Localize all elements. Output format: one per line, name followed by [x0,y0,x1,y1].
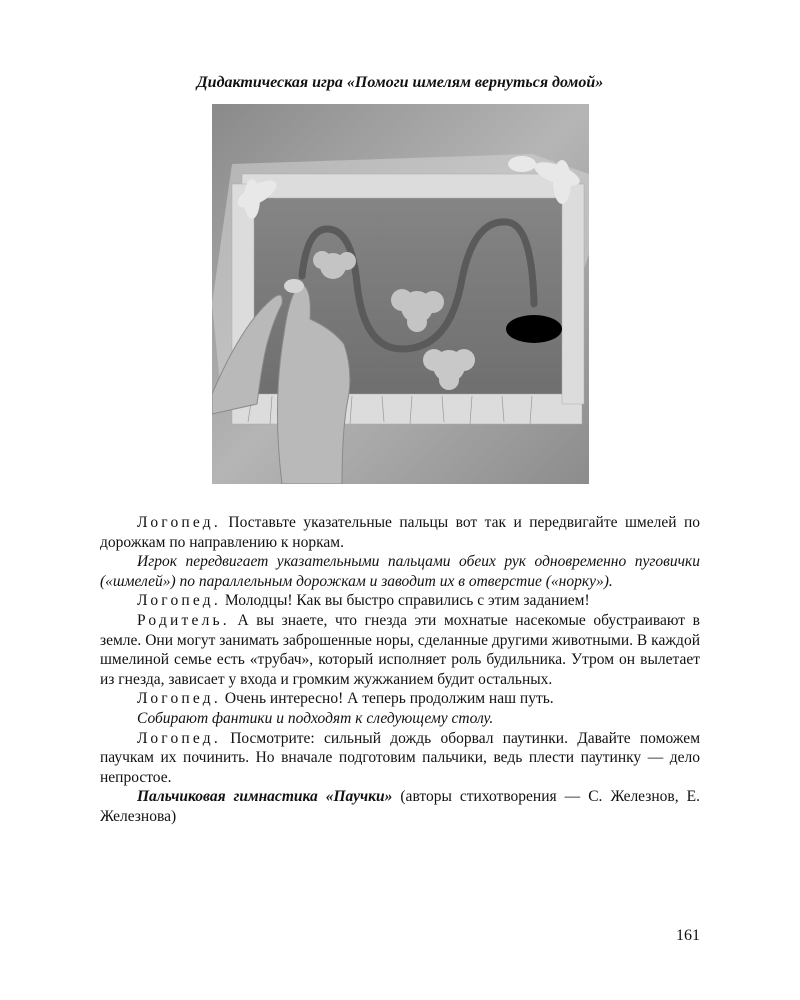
bumblebee-button [284,279,304,293]
speaker-label: Родитель. [137,611,230,629]
paragraph: Пальчиковая гимнастика «Паучки» (авторы стихотворения — С. Железнов, Е. Железнова) [100,788,700,825]
paragraph: Логопед. Поставьте указательные пальцы вот так и передвигайте шмелей по дорожкам по направлению к норкам. [100,514,700,551]
speaker-label: Логопед. [137,729,221,747]
speaker-label: Логопед. [137,592,221,610]
paragraph: Родитель. А вы знаете, что гнезда эти мохнатые насекомые обустраивают в земле. Они могут занимать заброшенные норы, сделанные другими животными. В каждой шмелиной семье есть «трубач», который исполняет роль будильника. Утром он вылетает из гнезда, зависает у входа и громким жужжанием будит остальных. [100,611,700,688]
body-text [100,513,700,827]
stage-direction: Собирают фантики и подходят к следующему столу. [137,709,494,727]
speaker-label: Логопед. [137,514,221,531]
stage-direction: Игрок передвигает указательными пальцами обеих рук одновременно пуговички («шмелей») по параллельным дорожкам и заводит их в отверстие («норку»). [100,553,700,590]
page-number: 161 [676,927,700,944]
paragraph: Логопед. Очень интересно! А теперь продолжим наш путь. [137,690,554,708]
burrow-hole [506,315,562,343]
figure-caption: Дидактическая игра «Помоги шмелям вернуться домой» [196,74,604,91]
paragraph: Логопед. Посмотрите: сильный дождь оборвал паутинки. Давайте поможем паучкам их починить. Но вначале подготовим пальчики, ведь плести паутинку — дело непростое. [100,729,700,786]
paragraph: Логопед. Молодцы! Как вы быстро справились с этим заданием! [137,592,590,610]
section-title: Пальчиковая гимнастика «Паучки» [137,788,393,806]
speaker-label: Логопед. [137,690,221,708]
board-game-photo [212,104,589,484]
